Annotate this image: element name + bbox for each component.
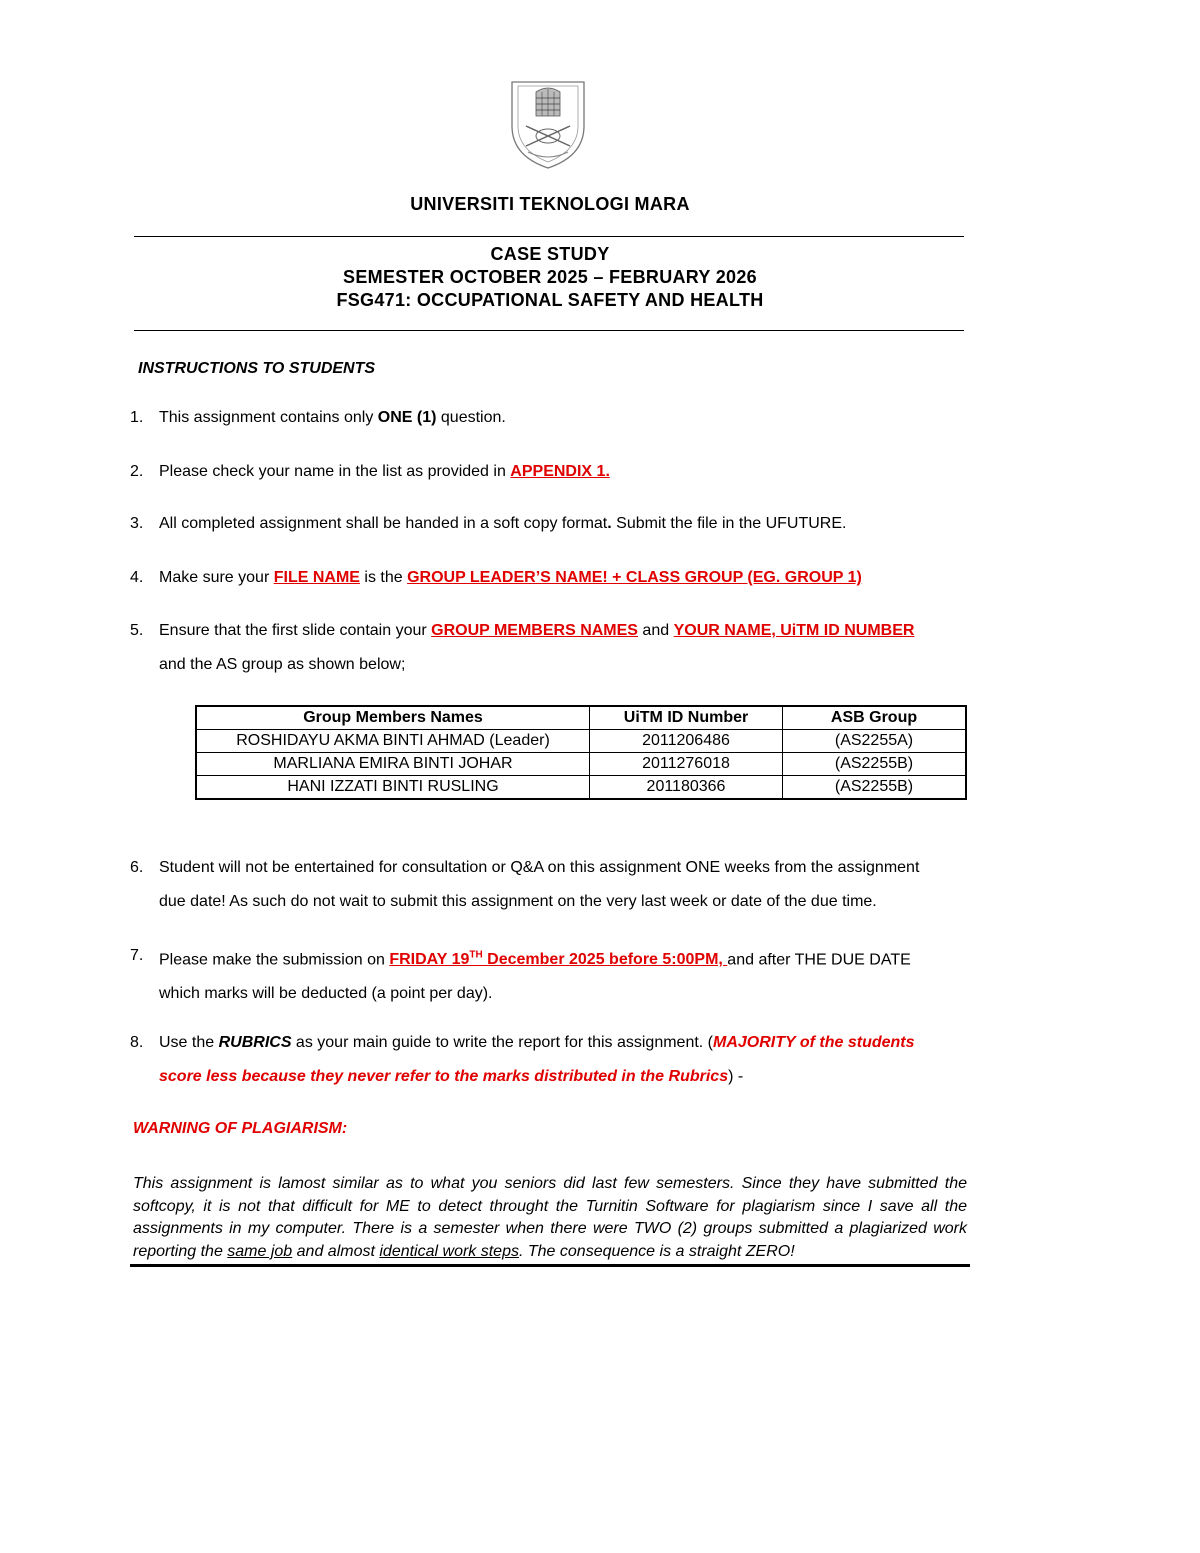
instructions-heading: INSTRUCTIONS TO STUDENTS: [138, 360, 376, 377]
bottom-rule: [130, 1264, 970, 1267]
table-cell: (AS2255A): [783, 730, 967, 753]
appendix-link: APPENDIX 1.: [510, 463, 610, 480]
table-header: ASB Group: [783, 706, 967, 730]
doc-type-title: CASE STUDY: [490, 244, 610, 264]
university-name: UNIVERSITI TEKNOLOGI MARA: [410, 194, 690, 214]
table-cell: MARLIANA EMIRA BINTI JOHAR: [196, 753, 590, 776]
table-cell: (AS2255B): [783, 776, 967, 800]
plagiarism-warning-text: This assignment is lamost similar as to what you seniors did last few semesters. Since they have submitted the softcopy, it is not that difficult for ME to detect throught the Turnitin Software for plagiarism since I save all the assignments in my computer. There is a semester when there were TWO (2) groups submitted a plagiarized work reporting the same job and almost identical work steps. The consequence is a straight ZERO!: [133, 1175, 967, 1260]
table-cell: ROSHIDAYU AKMA BINTI AHMAD (Leader): [196, 730, 590, 753]
table-cell: 2011276018: [590, 753, 783, 776]
group-members-table: [195, 705, 967, 800]
item-number: 6.: [130, 859, 144, 876]
table-cell: (AS2255B): [783, 753, 967, 776]
item-number: 8.: [130, 1034, 144, 1051]
document-page: UNIVERSITI TEKNOLOGI MARA CASE STUDY SEMESTER OCTOBER 2025 – FEBRUARY 2026 FSG471: OCCUPATIONAL SAFETY AND HEALTH INSTRUCTIONS TO STUDENTS 1. This assignment contains only ONE (1) question. 2. Please check your name in the list as provided in APPENDIX 1. 3. All completed assignment shall be handed in a soft copy format. Submit the file in the UFUTURE. 4. Make sure your FILE NAME is the GROUP LEADER’S NAME! + CLASS GROUP (EG. GROUP 1) 5. Ensure that the first slide contain your GROUP MEMBERS NAMES and YOUR NAME, UiTM ID NUMBER and the AS group as shown below; Group Members Names UiTM ID Number ASB Group ROSHIDAYU AKMA BINTI AHMAD (Leader) 2011206486 (AS2255A) MARLIANA EMIRA BINTI JOHAR 2011276018 (AS2255B) HANI IZZATI BINTI RUSLING 201180366 (AS2255B) 6. Student will not be entertained for consultation or Q&A on this assignment ONE weeks from the assignment due date! As such do not wait to submit this assignment on the very last week or date of the due time. 7. Please make the submission on FRIDAY 19TH December 2025 before 5:00PM, and after THE DUE DATE which marks will be deducted (a point per day). 8. Use the RUBRICS as your main guide to write the report for this assignment. (MAJORITY of the students score less because they never refer to the marks distributed in the Rubrics) - WARNING OF PLAGIARISM: This assignment is lamost similar as to what you seniors did last few semesters. Since they have submitted the softcopy, it is not that difficult for ME to detect throught the Turnitin Software for plagiarism since I save all the assignments in my computer. There is a semester when there were TWO (2) groups submitted a plagiarized work reporting the same job and almost identical work steps. The consequence is a straight ZERO!: [0, 0, 1200, 1553]
table-header: Group Members Names: [196, 706, 590, 730]
item-number: 4.: [130, 569, 144, 586]
table-header-row: [196, 706, 966, 730]
item-number: 7.: [130, 947, 144, 964]
item-number: 2.: [130, 463, 144, 480]
table-cell: 2011206486: [590, 730, 783, 753]
item-number: 3.: [130, 515, 144, 532]
table-cell: HANI IZZATI BINTI RUSLING: [196, 776, 590, 800]
divider-bottom: [134, 330, 964, 331]
due-date: FRIDAY 19TH December 2025 before 5:00PM,: [389, 950, 728, 969]
item-number: 5.: [130, 622, 144, 639]
table-cell: 201180366: [590, 776, 783, 800]
table-row: [196, 730, 966, 753]
item-number: 1.: [130, 409, 144, 426]
table-row: [196, 753, 966, 776]
table-row: [196, 776, 966, 800]
uitm-logo: [508, 76, 588, 172]
divider-top: [134, 236, 964, 237]
plagiarism-warning-title: WARNING OF PLAGIARISM:: [133, 1120, 348, 1137]
semester-title: SEMESTER OCTOBER 2025 – FEBRUARY 2026: [343, 267, 757, 287]
course-title: FSG471: OCCUPATIONAL SAFETY AND HEALTH: [336, 290, 764, 310]
table-header: UiTM ID Number: [590, 706, 783, 730]
